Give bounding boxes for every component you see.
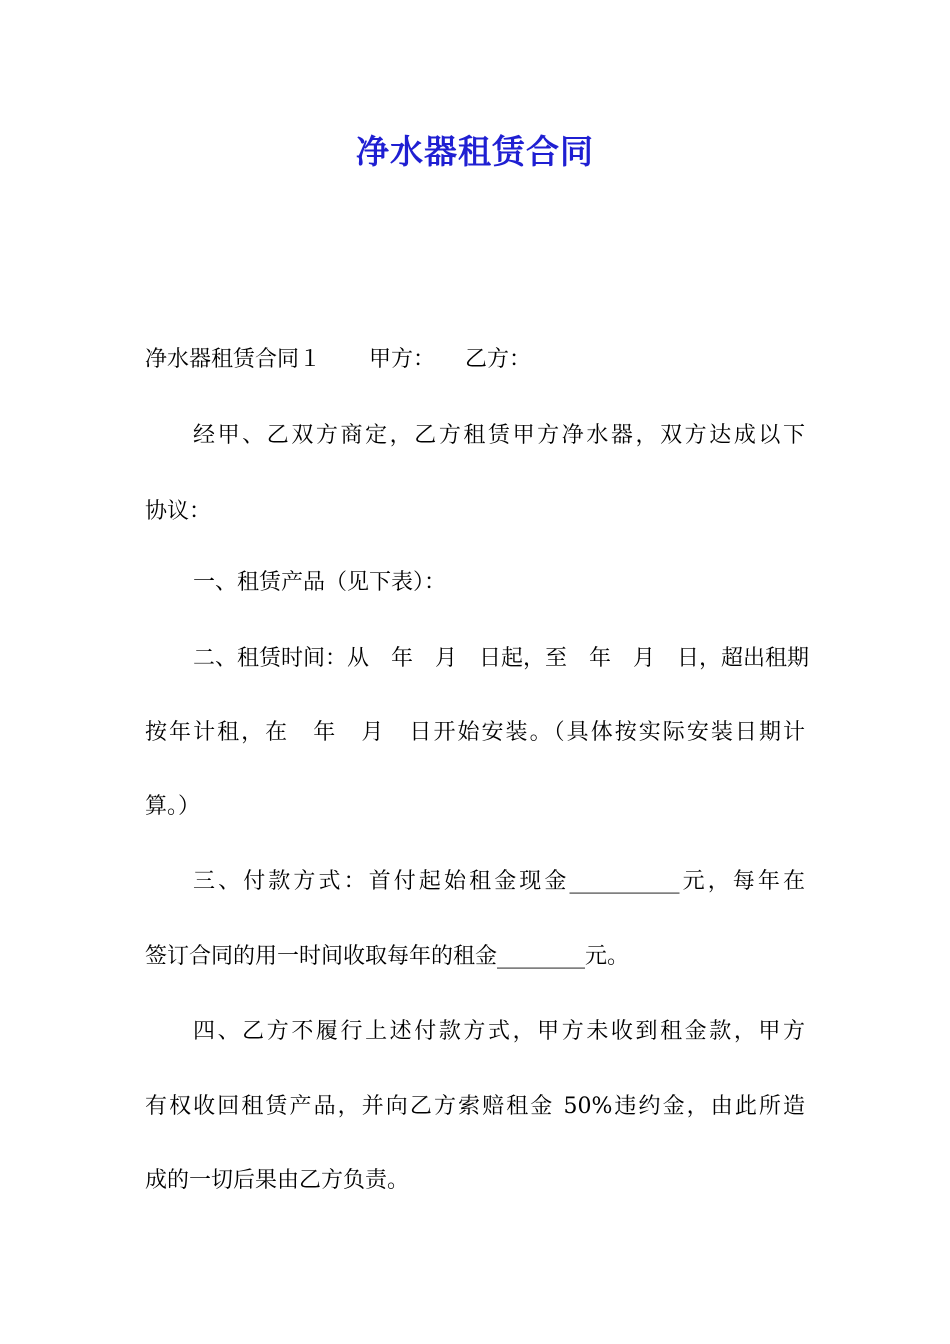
intro-paragraph-line-1: 经甲、乙双方商定，乙方租赁甲方净水器，双方达成以下 bbox=[193, 423, 805, 448]
intro-paragraph-line-2: 协议： bbox=[145, 499, 212, 524]
clause-4-line-2: 有权收回租赁产品，并向乙方索赔租金 50%违约金，由此所造 bbox=[145, 1094, 805, 1119]
contract-name: 净水器租赁合同１ bbox=[145, 347, 322, 372]
clause-4-line-1: 四、乙方不履行上述付款方式，甲方未收到租金款，甲方 bbox=[193, 1019, 805, 1044]
contract-header-line bbox=[145, 345, 805, 375]
party-a-label: 甲方： bbox=[369, 347, 436, 372]
clause-3-line-1: 三、付款方式：首付起始租金现金__________元，每年在 bbox=[193, 869, 805, 894]
clause-4-line-3: 成的一切后果由乙方负责。 bbox=[145, 1168, 410, 1193]
clause-2-line-3: 算。） bbox=[145, 794, 201, 819]
clause-2-line-2: 按年计租，在 年 月 日开始安装。（具体按实际安装日期计 bbox=[145, 720, 805, 745]
document-title: 净水器租赁合同 bbox=[356, 132, 594, 171]
party-b-label: 乙方： bbox=[465, 347, 532, 372]
clause-1-line-1: 一、租赁产品（见下表）： bbox=[193, 570, 447, 595]
clause-2-line-1: 二、租赁时间：从 年 月 日起，至 年 月 日，超出租期 bbox=[193, 646, 810, 671]
clause-3-line-2: 签订合同的用一时间收取每年的租金________元。 bbox=[145, 944, 630, 969]
